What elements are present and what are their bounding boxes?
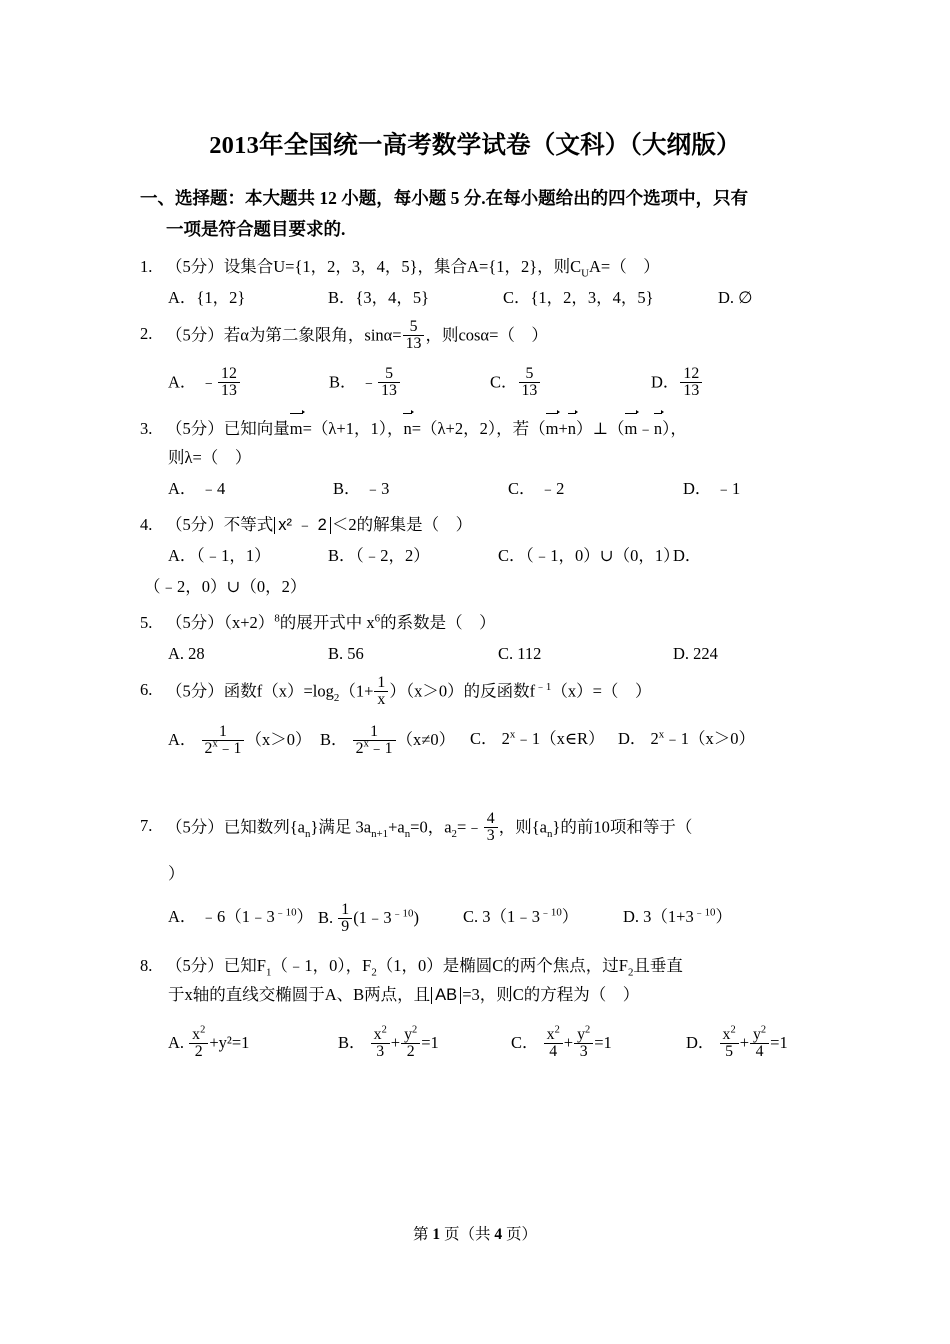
option-1-C[interactable]: [503, 283, 718, 312]
option-2-A-sign: ﹣: [200, 372, 218, 392]
option-5-B-text: 56: [347, 643, 364, 663]
option-7-A[interactable]: A． $﹣6(1﹣3^{﹣10})$: [168, 906, 314, 926]
vector-m-icon-2: m: [546, 414, 559, 443]
option-6-C-label: C．: [470, 728, 498, 748]
option-8-C-label: C．: [511, 1032, 539, 1052]
question-6-stem-e: ）: [634, 681, 652, 701]
question-6-stem: [140, 675, 812, 708]
question-3-stem-f: ﹣: [637, 418, 654, 438]
question-5-number: 5.: [140, 612, 153, 632]
option-6-B[interactable]: [320, 724, 470, 757]
question-5-stem-d: ）: [479, 612, 496, 632]
question-6-stem-d: （x）=（: [551, 681, 619, 701]
option-7-D[interactable]: D. $3(1+3^{﹣10})$: [623, 906, 732, 926]
option-8-D-label: D．: [686, 1032, 715, 1052]
option-2-B[interactable]: [329, 366, 490, 399]
question-6-stem-b: （1+: [339, 681, 374, 701]
question-5-stem-c: 的系数是（: [380, 612, 463, 632]
option-2-A[interactable]: [168, 366, 329, 399]
option-5-A-label: A.: [168, 643, 185, 663]
option-5-D-text: 224: [693, 643, 718, 663]
page-footer: [0, 1222, 950, 1244]
option-8-D-fraction-2: $\frac{y^2}{4}$: [750, 1027, 769, 1060]
question-4-stem-a: 不等式: [223, 514, 274, 534]
option-8-C-fraction-2: $\frac{y^2}{3}$: [574, 1027, 593, 1060]
question-2-frac-num: 5: [403, 319, 425, 336]
question-8-score: （5分）: [166, 955, 224, 975]
question-2-stem-a: 若α为第二象限角，sinα=: [223, 325, 402, 345]
question-8-stem-line2: 于x轴的直线交椭圆于A、B两点，且 AB =3，则C的方程为（ ）: [168, 984, 640, 1004]
option-4-A-label: A．: [168, 545, 197, 565]
option-5-B-label: B.: [328, 643, 344, 663]
question-5: [140, 608, 812, 637]
option-7-B-label: B.: [318, 907, 334, 927]
option-4-D-label: D．: [673, 545, 702, 565]
question-2-fraction: [403, 319, 425, 352]
option-5-C[interactable]: [498, 639, 673, 668]
question-7-stem-g: }的前10项和等于（: [552, 817, 693, 837]
question-8-stem: （5分）已知$F_1(﹣1$，0），$F_2(1$，0）是椭圆C的两个焦点，过$F_2$且垂直: [166, 955, 683, 979]
question-3-stem-e: ）⊥（: [576, 418, 625, 438]
question-3-lambda: 则λ=（: [168, 447, 219, 467]
question-6-inverse-sup: ﹣1: [535, 680, 552, 693]
question-6-log-base: 2: [333, 691, 340, 704]
option-1-C-label: C．: [503, 288, 531, 307]
option-2-B-fraction: $\frac{5}{13}$: [378, 366, 400, 399]
vector-n-icon-2: n: [568, 414, 576, 443]
option-3-D-text: ﹣1: [715, 478, 741, 498]
option-4-A[interactable]: [168, 541, 328, 570]
option-8-B[interactable]: B． $\frac{x^2}{3}$ + $\frac{y^2}{2}$ =1: [338, 1024, 439, 1061]
option-8-B-fraction-2: $\frac{y^2}{2}$: [401, 1027, 420, 1060]
question-8-absolute-value: AB: [431, 987, 461, 1004]
question-7-number: 7.: [140, 816, 153, 836]
option-3-D[interactable]: [683, 474, 740, 503]
question-3-stem-a: 已知向量: [223, 418, 290, 438]
option-3-A[interactable]: [168, 474, 333, 503]
section-heading-line1: 一、选择题：本大题共 12 小题，每小题 5 分.在每小题给出的四个选项中，只有: [140, 188, 749, 208]
footer-total-pages: 4: [494, 1226, 503, 1243]
option-2-C-label: C．: [490, 372, 518, 392]
question-6-options: [140, 724, 812, 757]
option-8-A[interactable]: [168, 1024, 338, 1061]
option-5-C-label: C.: [498, 643, 514, 663]
option-4-C[interactable]: [498, 541, 680, 570]
option-2-C[interactable]: [490, 366, 651, 399]
question-3-number: 3.: [140, 418, 153, 438]
question-3-stem-g: ），: [662, 418, 687, 438]
option-6-B-label: B．: [320, 729, 348, 749]
question-1-stem-a: 设集合U={1，2，3，4，5}，集合A={1，2}，则C: [223, 257, 582, 276]
question-1-stem-sub: U: [581, 267, 589, 280]
question-1-options: [140, 283, 812, 312]
option-3-C-label: C．: [508, 478, 536, 498]
question-6-number: 6.: [140, 679, 153, 699]
option-4-D-text[interactable]: （﹣2，0）∪（0，2）: [144, 576, 307, 596]
option-8-A-tail: +y²=1: [209, 1032, 250, 1052]
question-3-stem-line2: 则λ=（ ）: [168, 447, 252, 467]
question-2-stem-c: ）: [531, 325, 548, 345]
option-5-C-text: 112: [517, 643, 542, 663]
option-2-B-sign: ﹣: [360, 372, 378, 392]
question-2: [140, 319, 812, 352]
option-8-A-fraction: $\frac{x^2}{2}$: [189, 1027, 208, 1060]
question-1-score: （5分）: [166, 257, 224, 276]
option-8-C[interactable]: C． $\frac{x^2}{4}$ + $\frac{y^2}{3}$ =1: [511, 1024, 612, 1061]
question-3: [140, 414, 812, 472]
question-3-stem-d: +: [558, 418, 568, 438]
option-2-C-fraction: $\frac{5}{13}$: [519, 366, 541, 399]
option-3-B-text: ﹣3: [364, 478, 390, 498]
page-title: 2013年全国统一高考数学试卷（文科）（大纲版）: [209, 132, 741, 159]
option-4-C-label: C．: [498, 545, 526, 565]
option-1-A-text: {1，2}: [196, 288, 246, 307]
question-4: [140, 510, 812, 539]
option-2-A-fraction: $\frac{12}{13}$: [218, 366, 240, 399]
option-4-B-label: B．: [328, 545, 356, 565]
vector-m-icon: m: [290, 414, 303, 443]
question-6-stem-c: ）（x＞0）的反函数f: [389, 681, 536, 701]
option-8-C-fraction-1: $\frac{x^2}{4}$: [544, 1027, 563, 1060]
question-2-stem: [140, 319, 812, 352]
option-1-A-label: A．: [168, 288, 197, 307]
option-1-D-text: ∅: [738, 288, 753, 307]
option-5-B[interactable]: [328, 639, 498, 668]
question-7: [140, 811, 812, 887]
question-5-sup-a: 8: [274, 612, 280, 625]
question-2-stem-b: ，则cosα=（: [425, 325, 515, 345]
option-8-C-tail: =1: [594, 1032, 612, 1052]
question-1-number: 1.: [140, 257, 153, 276]
option-1-B[interactable]: [328, 283, 503, 312]
option-3-A-text: ﹣4: [200, 478, 226, 498]
option-2-D[interactable]: [651, 366, 812, 399]
question-4-options: [140, 541, 812, 570]
option-6-B-fraction: $\frac{1}{2^x﹣1}$: [353, 724, 396, 757]
option-5-A[interactable]: [168, 639, 328, 668]
question-3-score: （5分）: [166, 418, 224, 438]
option-1-B-text: {3，4，5}: [355, 288, 430, 307]
option-7-C-label: C.: [463, 906, 479, 926]
question-5-stem: [140, 608, 812, 637]
option-1-A[interactable]: [168, 283, 328, 312]
question-2-score: （5分）: [166, 325, 224, 345]
option-7-B[interactable]: B. $\frac{1}{9}$ $(1﹣3^{﹣10})$: [318, 900, 419, 935]
question-4-stem: [140, 510, 812, 539]
question-8: [140, 951, 812, 1009]
vector-n-icon: n: [403, 414, 411, 443]
option-5-D-label: D.: [673, 643, 690, 663]
option-7-A-label: A．: [168, 906, 197, 926]
option-6-D-text: ﹣1（x＞0）: [664, 728, 755, 748]
footer-page-number: 1: [432, 1226, 441, 1243]
option-7-C[interactable]: C. $3(1﹣3^{﹣10})$: [463, 906, 579, 926]
question-4-options-wrap: [140, 572, 812, 601]
option-2-A-label: A．: [168, 372, 197, 392]
option-8-A-label: A.: [168, 1032, 185, 1052]
question-3-stem-c: =（λ+2，2），若（: [411, 418, 546, 438]
option-3-B-label: B．: [333, 478, 361, 498]
question-6: [140, 675, 812, 708]
question-3-stem-b: =（λ+1，1），: [302, 418, 404, 438]
vector-n-icon-3: n: [654, 414, 662, 443]
option-8-D-tail: =1: [770, 1032, 788, 1052]
question-8-number: 8.: [140, 955, 153, 975]
question-7-score: （5分）: [166, 817, 224, 837]
exam-body: [140, 183, 812, 1060]
question-4-stem-c: ）: [455, 514, 473, 534]
question-4-number: 4.: [140, 514, 153, 534]
option-7-B-fraction: $\frac{1}{9}$: [338, 902, 352, 935]
question-7-stem-a: 已知数列{a: [223, 817, 305, 837]
option-6-C[interactable]: C． 2$^x$﹣1（x∈R）: [470, 728, 605, 748]
option-1-B-label: B．: [328, 288, 356, 307]
option-2-D-fraction: $\frac{12}{13}$: [680, 366, 702, 399]
question-8-options: [140, 1024, 812, 1061]
footer-mid: 页（共: [443, 1226, 491, 1243]
question-5-stem-b: 的展开式中 x: [279, 612, 375, 632]
option-4-C-text: （﹣1，0）∪（0，1）: [525, 545, 680, 565]
option-4-D[interactable]: [673, 541, 701, 570]
option-5-D[interactable]: [673, 639, 718, 668]
option-6-B-cond: （x≠0）: [396, 729, 456, 749]
option-6-D-label: D．: [618, 728, 647, 748]
option-1-D-label: D.: [718, 288, 735, 307]
question-5-stem-a: （x+2）: [223, 612, 275, 632]
question-7-stem: （5分）已知数列$\{a_n\}$满足 $3a_{n+1}+a_n=0$，$a_2=﹣$ $\frac{4}{3}$ ，则$\{a_n\}$的前10项和等于（: [166, 810, 693, 845]
question-7-stem-line2: ）: [168, 863, 185, 883]
option-4-B[interactable]: [328, 541, 498, 570]
option-2-B-label: B．: [329, 372, 357, 392]
question-2-number: 2.: [140, 324, 153, 343]
question-1-stem: [140, 252, 812, 281]
footer-suffix: 页）: [506, 1226, 538, 1243]
section-heading-line2: 一项是符合题目要求的.: [166, 219, 346, 239]
option-8-B-tail: =1: [421, 1032, 439, 1052]
option-3-D-label: D．: [683, 478, 712, 498]
question-5-score: （5分）: [166, 612, 224, 632]
vector-m-icon-3: m: [625, 414, 638, 443]
option-4-B-text: （﹣2，2）: [355, 545, 430, 565]
question-6-score: （5分）: [166, 681, 224, 701]
footer-prefix: 第: [412, 1226, 429, 1243]
option-7-D-label: D.: [623, 906, 640, 926]
option-3-C-text: ﹣2: [539, 478, 565, 498]
section-heading: [140, 183, 812, 245]
question-2-options: [140, 366, 812, 399]
question-1: [140, 252, 812, 281]
option-3-B[interactable]: [333, 474, 508, 503]
option-6-A[interactable]: [168, 724, 320, 757]
question-4-stem-b: ＜2的解集是（: [331, 514, 440, 534]
option-8-D-fraction-1: $\frac{x^2}{5}$: [720, 1027, 739, 1060]
option-8-B-label: B．: [338, 1032, 366, 1052]
option-1-D[interactable]: [718, 283, 753, 312]
question-6-stem-a: 函数f（x）=log: [223, 681, 334, 701]
question-4-score: （5分）: [166, 514, 224, 534]
option-1-C-text: {1，2，3，4，5}: [530, 288, 654, 307]
question-2-frac-den: 13: [405, 335, 422, 353]
question-5-sup-b: 6: [374, 612, 381, 625]
question-4-absolute-value: x² ﹣ 2: [274, 517, 331, 534]
option-6-D[interactable]: D． $2^x﹣1(x>0)$: [618, 728, 755, 748]
option-5-A-text: 28: [188, 643, 205, 663]
question-8-stem-a: 已知F: [223, 955, 266, 975]
question-6-fraction: $\frac{1}{x}$: [374, 675, 388, 708]
question-7-fraction: $\frac{4}{3}$: [484, 811, 498, 844]
option-3-A-label: A．: [168, 478, 197, 498]
option-2-D-label: D．: [651, 372, 680, 392]
question-3-options: [140, 474, 812, 503]
option-4-A-text: （﹣1，1）: [196, 545, 271, 565]
option-8-D[interactable]: D． $\frac{x^2}{5}$ + $\frac{y^2}{4}$ =1: [686, 1024, 788, 1061]
question-1-stem-c: ）: [643, 257, 660, 276]
question-1-stem-b: A=（: [589, 257, 627, 276]
question-7-options: [140, 902, 812, 935]
option-6-A-fraction: $\frac{1}{2^x﹣1}$: [202, 724, 245, 757]
question-5-options: [140, 639, 812, 668]
question-3-stem: [140, 414, 812, 443]
option-3-C[interactable]: [508, 474, 683, 503]
option-6-A-cond: （x＞0）: [245, 729, 312, 749]
option-6-C-text: ﹣1（x∈R）: [515, 728, 605, 748]
option-6-A-label: A．: [168, 729, 197, 749]
option-8-B-fraction-1: $\frac{x^2}{3}$: [371, 1027, 390, 1060]
